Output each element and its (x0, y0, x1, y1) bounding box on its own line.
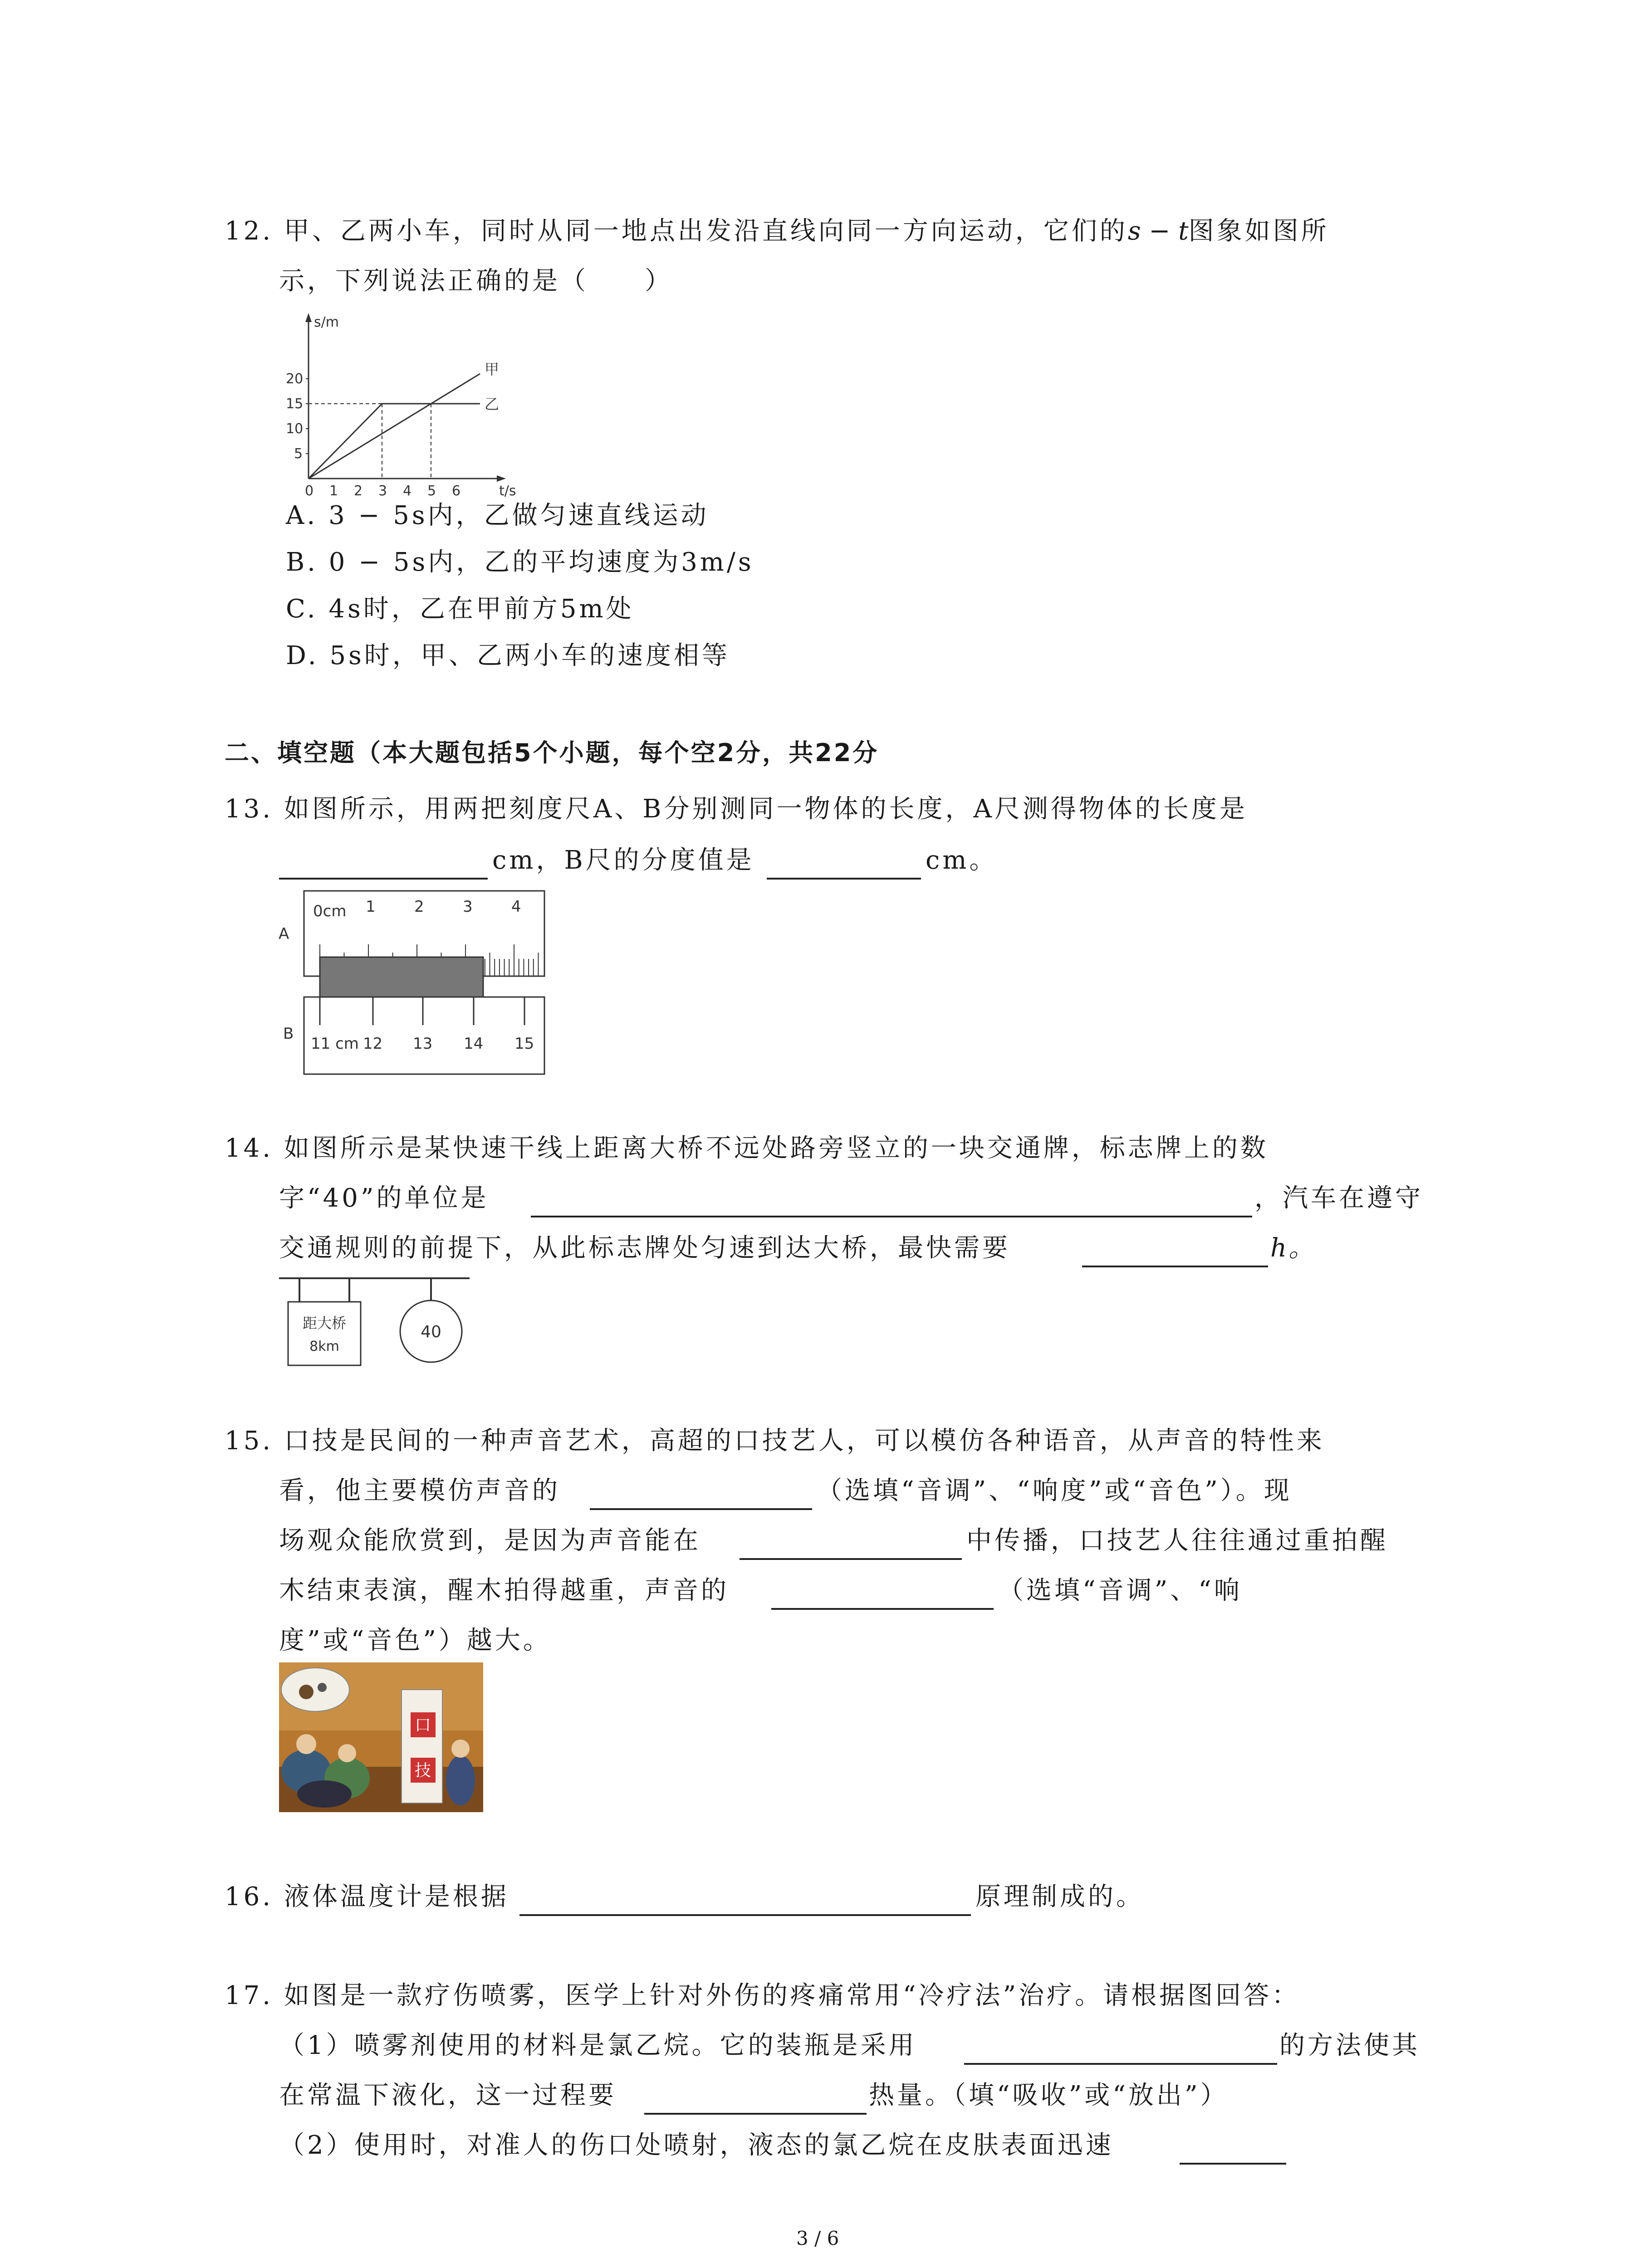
ruler-b-tick-15: 15 (514, 1035, 534, 1053)
graph-y-axis-label: s/m (314, 314, 339, 330)
q12-line1-b: 图象如图所 (1188, 216, 1329, 246)
banner-char-ji: 技 (414, 1761, 431, 1780)
q12-line2: 示，下列说法正确的是（ ） (279, 266, 673, 296)
ruler-a-tick-2: 2 (414, 898, 424, 916)
performer-figure (446, 1755, 475, 1805)
q15-line4-a: 木结束表演，醒木拍得越重，声音的 (279, 1576, 729, 1605)
q16-blank-principle[interactable] (519, 1914, 971, 1916)
q17-blank-method[interactable] (964, 2063, 1277, 2065)
ruler-a-tick-4: 4 (511, 898, 521, 916)
graph-x-tick-2: 2 (354, 483, 363, 499)
q15-blank-medium[interactable] (740, 1558, 962, 1560)
section-title-fill-in: 二、填空题（本大题包括5个小题，每个空2分，共22分 (225, 738, 879, 767)
ruler-b-label: B (283, 1025, 294, 1043)
graph-series-jia-label: 甲 (485, 361, 500, 378)
ruler-b-tick-14: 14 (464, 1035, 484, 1053)
speed-limit-value: 40 (421, 1323, 441, 1341)
graph-series-yi-label: 乙 (485, 396, 500, 413)
q15-line5: 度”或“音色”）越大。 (279, 1626, 551, 1655)
page-number: 3 / 6 (796, 2227, 839, 2249)
option-text: 0 − 5s内，乙的平均速度为3m/s (328, 547, 754, 577)
option-letter: D. (286, 641, 319, 670)
q14-line2-b: ，汽车在遵守 (1254, 1183, 1423, 1213)
q16-text-a: 16. 液体温度计是根据 (225, 1882, 509, 1911)
graph-x-tick-4: 4 (403, 483, 412, 499)
graph-x-tick-6: 6 (452, 483, 461, 499)
graph-y-tick-15: 15 (286, 396, 304, 412)
q16-text-b: 原理制成的。 (975, 1882, 1144, 1911)
q17-line2-b: 的方法使其 (1279, 2031, 1420, 2060)
q17-line3-a: 在常温下液化，这一过程要 (279, 2081, 617, 2110)
q12-option-c (286, 595, 634, 624)
q15-line2-b: （选填“音调”、“响度”或“音色”）。现 (817, 1476, 1292, 1505)
q15-blank-characteristic[interactable] (590, 1508, 812, 1510)
q13-unit2: cm。 (926, 846, 998, 875)
q14-blank-unit[interactable] (531, 1216, 1252, 1217)
q15-line3-a: 场观众能欣赏到，是因为声音能在 (279, 1526, 701, 1555)
q12-st-graph (272, 308, 526, 501)
thought-bubble (281, 1668, 349, 1711)
q17-line4: （2）使用时，对准人的伤口处喷射，液态的氯乙烷在皮肤表面迅速 (279, 2131, 1114, 2160)
graph-y-tick-10: 10 (286, 421, 304, 437)
graph-x-tick-1: 1 (329, 483, 338, 499)
option-letter: C. (286, 594, 318, 624)
q14-line3-b: h。 (1270, 1233, 1316, 1263)
q15-line4-b: （选填“音调”、“响 (998, 1576, 1242, 1605)
graph-x-tick-5: 5 (427, 483, 436, 499)
ruler-a-tick-3: 3 (463, 898, 473, 916)
ruler-a-tick-1: 1 (366, 898, 376, 916)
q17-blank-process[interactable] (1180, 2163, 1286, 2165)
q13-blank-length[interactable] (279, 878, 488, 880)
q14-line1: 14. 如图所示是某快速干线上距离大桥不远处路旁竖立的一块交通牌，标志牌上的数 (225, 1134, 1269, 1163)
distance-sign-text: 距大桥 (302, 1315, 347, 1332)
q12-option-a (286, 501, 709, 530)
q15-kouji-illustration (279, 1662, 483, 1814)
q17-line3-b: 热量。（填“吸收”或“放出”） (869, 2081, 1229, 2110)
ruler-a-label: A (279, 925, 289, 943)
q15-blank-loudness[interactable] (771, 1608, 994, 1610)
q13-unit1: cm，B尺的分度值是 (492, 846, 754, 875)
option-letter: A. (286, 501, 318, 530)
graph-x-axis-label: t/s (499, 483, 516, 499)
banner-panel (402, 1690, 442, 1803)
q14-blank-time[interactable] (1082, 1266, 1268, 1267)
option-text: 5s时，甲、乙两小车的速度相等 (329, 641, 730, 670)
ruler-b-tick-13: 13 (413, 1035, 433, 1053)
measured-object (320, 957, 483, 997)
distance-sign-km: 8km (309, 1339, 339, 1354)
q12-option-b (286, 548, 754, 577)
q12-st-symbol: s − t (1127, 216, 1189, 246)
q14-traffic-sign (279, 1270, 479, 1376)
banner-char-kou: 口 (414, 1716, 431, 1735)
graph-series-yi (309, 404, 480, 479)
graph-y-tick-20: 20 (286, 371, 304, 387)
option-letter: B. (286, 547, 318, 577)
ruler-b-tick-12: 12 (363, 1035, 383, 1053)
ruler-b-tick-11: 11 cm (311, 1035, 359, 1053)
q17-line2-a: （1）喷雾剂使用的材料是氯乙烷。它的装瓶是采用 (279, 2031, 917, 2060)
graph-y-tick-5: 5 (294, 446, 303, 462)
q15-line1: 15. 口技是民间的一种声音艺术，高超的口技艺人，可以模仿各种语音，从声音的特性来 (225, 1426, 1325, 1456)
q13-ruler-figure (277, 889, 549, 1077)
q17-line1: 17. 如图是一款疗伤喷雾，医学上针对外伤的疼痛常用“冷疗法”治疗。请根据图回答： (225, 1981, 1300, 2010)
q15-line2-a: 看，他主要模仿声音的 (279, 1476, 560, 1505)
graph-x-tick-3: 3 (378, 483, 387, 499)
q14-line2-a: 字“40”的单位是 (279, 1183, 489, 1213)
graph-x-tick-0: 0 (305, 483, 314, 499)
ruler-a-tick-0: 0cm (313, 902, 347, 920)
q13-line1: 13. 如图所示，用两把刻度尺A、B分别测同一物体的长度，A尺测得物体的长度是 (225, 794, 1248, 824)
option-text: 4s时，乙在甲前方5m处 (328, 594, 634, 624)
q12-line1 (225, 217, 1329, 246)
option-text: 3 − 5s内，乙做匀速直线运动 (328, 501, 709, 530)
q12-option-d (286, 641, 730, 670)
graph-series-jia (309, 374, 480, 479)
distance-sign (288, 1302, 361, 1365)
q14-line3-a: 交通规则的前提下，从此标志牌处匀速到达大桥，最快需要 (279, 1233, 1010, 1263)
q15-line3-b: 中传播，口技艺人往往通过重拍醒 (966, 1526, 1388, 1555)
q13-blank-division[interactable] (767, 878, 921, 880)
q17-blank-heat[interactable] (644, 2113, 867, 2115)
q12-line1-a: 12. 甲、乙两小车，同时从同一地点出发沿直线向同一方向运动，它们的 (225, 216, 1128, 246)
